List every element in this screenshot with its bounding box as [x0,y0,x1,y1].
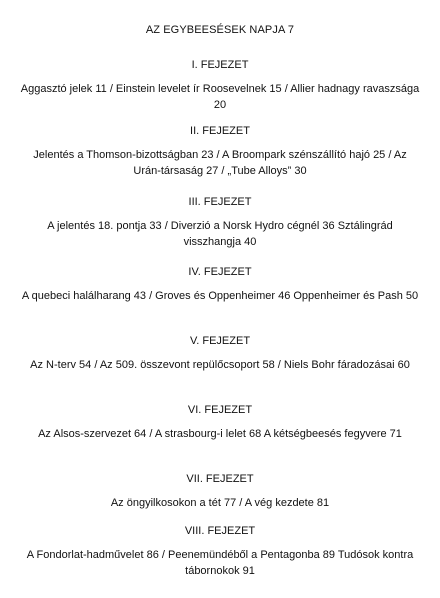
chapter-heading: V. FEJEZET [189,335,251,347]
chapter-entries: Az Alsos-szervezet 64 / A strasbourg-i lelet 68 A kétségbeesés fegyvere 71 [38,428,402,440]
chapter-heading: IV. FEJEZET [188,266,252,278]
chapter-entries: Aggasztó jelek 11 / Einstein levelet ír Roosevelnek 15 / Allier hadnagy ravaszsága 20 [20,83,420,111]
chapter-8 [20,524,420,579]
chapter-entries: Jelentés a Thomson-bizottságban 23 / A Broompark szénszállító hajó 25 / Az Urán-társaság 27 / „Tube Alloys” 30 [33,149,407,177]
chapter-entries: A quebeci halálharang 43 / Groves és Oppenheimer 46 Oppenheimer és Pash 50 [21,290,419,302]
chapter-entries: A Fondorlat-hadművelet 86 / Peenemündéből a Pentagonba 89 Tudósok kontra tábornokok 91 [26,549,414,577]
chapter-5 [20,334,420,373]
chapter-4 [20,265,420,304]
chapter-entries: A jelentés 18. pontja 33 / Diverzió a Norsk Hydro cégnél 36 Sztálingrád visszhangja 40 [47,220,393,248]
toc-title: AZ EGYBEESÉSEK NAPJA 7 [145,24,295,36]
chapter-2 [20,124,420,179]
chapter-3 [20,195,420,250]
chapter-heading: III. FEJEZET [188,196,252,208]
chapter-1 [20,58,420,113]
chapter-entries: Az öngyilkosokon a tét 77 / A vég kezdete 81 [110,497,330,509]
chapter-heading: VIII. FEJEZET [184,525,256,537]
chapter-heading: VII. FEJEZET [186,473,254,485]
chapter-entries: Az N-terv 54 / Az 509. összevont repülőcsoport 58 / Niels Bohr fáradozásai 60 [30,359,410,371]
chapter-heading: II. FEJEZET [190,125,250,137]
chapter-heading: I. FEJEZET [191,59,249,71]
chapter-7 [20,472,420,511]
chapter-heading: VI. FEJEZET [187,404,253,416]
chapter-6 [20,403,420,442]
